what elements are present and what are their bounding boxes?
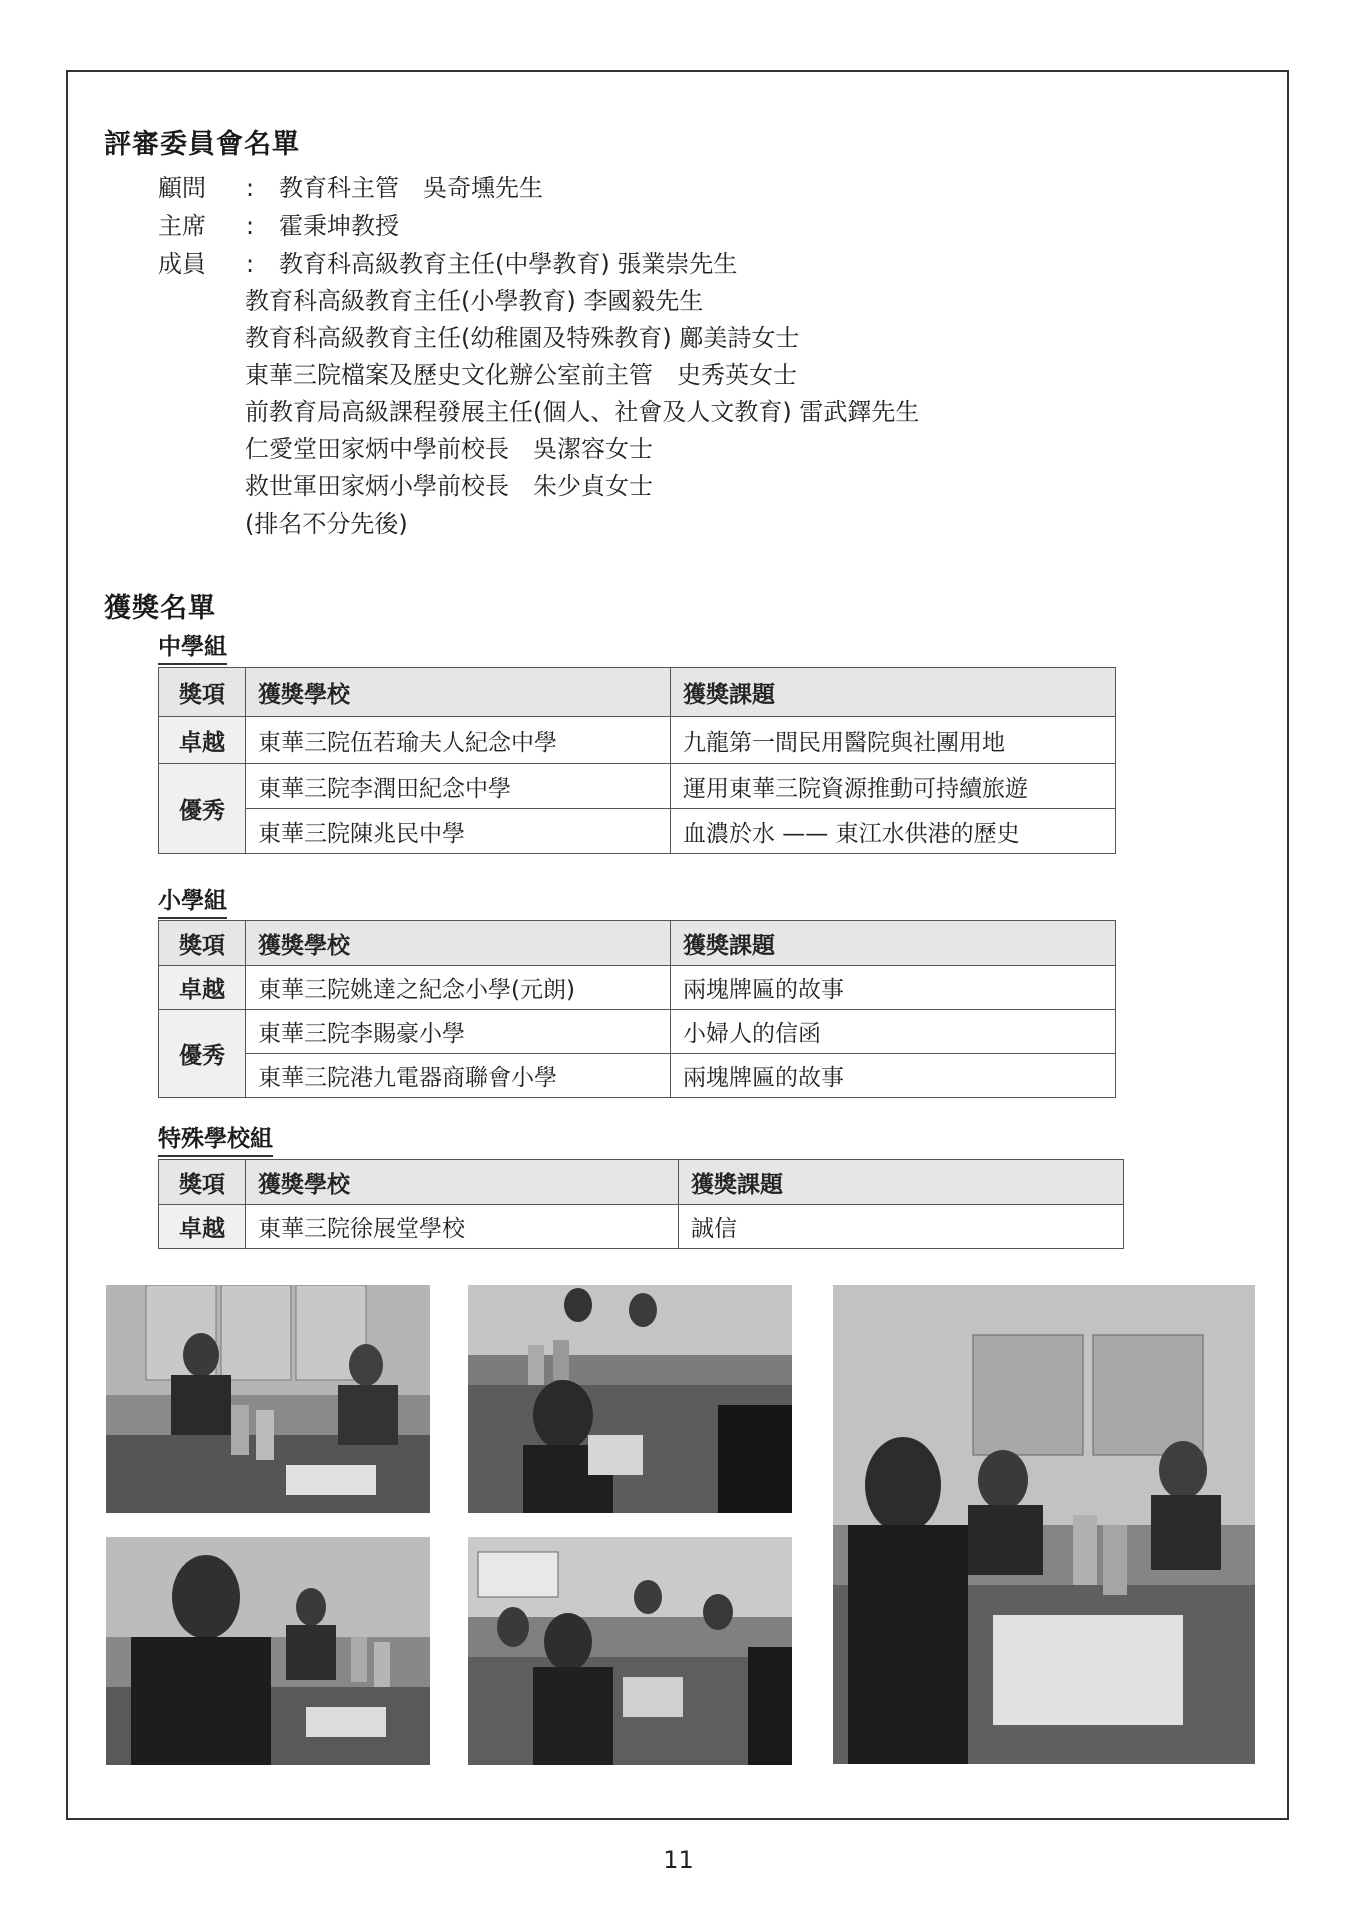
table-header-row	[159, 921, 1116, 966]
topic-cell: 九龍第一間民用醫院與社團用地	[671, 717, 1116, 764]
col-topic-header: 獲獎課題	[679, 1160, 1124, 1205]
topic-cell: 血濃於水 —— 東江水供港的歷史	[671, 809, 1116, 854]
table-row	[159, 717, 1116, 764]
member-item: 救世軍田家炳小學前校長 朱少貞女士	[245, 472, 653, 500]
rank-cell: 優秀	[159, 1010, 246, 1098]
col-topic-header: 獲獎課題	[671, 668, 1116, 717]
chair-role: 主席	[158, 212, 206, 240]
advisor-role: 顧問	[158, 174, 206, 202]
members-line: 成員 : 教育科高級教育主任(中學教育) 張業崇先生	[158, 244, 737, 279]
table-row	[159, 966, 1116, 1010]
primary-group-title: 小學組	[158, 882, 227, 919]
school-cell: 東華三院伍若瑜夫人紀念中學	[246, 717, 671, 764]
table-header-row	[159, 668, 1116, 717]
col-rank-header: 獎項	[159, 668, 246, 717]
topic-cell: 兩塊牌匾的故事	[671, 966, 1116, 1010]
col-school-header: 獲獎學校	[246, 1160, 679, 1205]
topic-cell: 誠信	[679, 1205, 1124, 1249]
chair-name: 霍秉坤教授	[279, 212, 399, 240]
meeting-photo	[468, 1537, 792, 1765]
table-row	[159, 809, 1116, 854]
chair-line: 主席 : 霍秉坤教授	[158, 206, 399, 241]
topic-cell: 小婦人的信函	[671, 1010, 1116, 1054]
school-cell: 東華三院陳兆民中學	[246, 809, 671, 854]
member-item: 東華三院檔案及歷史文化辦公室前主管 史秀英女士	[245, 361, 797, 389]
special-awards-table	[158, 1159, 1124, 1249]
secondary-awards-table	[158, 667, 1116, 854]
special-group-title: 特殊學校組	[158, 1120, 273, 1157]
school-cell: 東華三院姚達之紀念小學(元朗)	[246, 966, 671, 1010]
committee-heading: 評審委員會名單	[104, 129, 300, 160]
page-number: 11	[663, 1846, 694, 1874]
table-row	[159, 1010, 1116, 1054]
school-cell: 東華三院徐展堂學校	[246, 1205, 679, 1249]
col-topic-header: 獲獎課題	[671, 921, 1116, 966]
school-cell: 東華三院港九電器商聯會小學	[246, 1054, 671, 1098]
topic-cell: 兩塊牌匾的故事	[671, 1054, 1116, 1098]
table-row	[159, 1054, 1116, 1098]
meeting-photo	[106, 1285, 430, 1513]
school-cell: 東華三院李賜豪小學	[246, 1010, 671, 1054]
awards-heading: 獲獎名單	[104, 593, 216, 624]
primary-awards-table	[158, 920, 1116, 1098]
members-role: 成員	[158, 250, 206, 278]
meeting-photo	[833, 1285, 1255, 1764]
member-item: 教育科高級教育主任(中學教育) 張業崇先生	[279, 250, 738, 278]
col-rank-header: 獎項	[159, 1160, 246, 1205]
rank-cell: 卓越	[159, 966, 246, 1010]
table-row	[159, 764, 1116, 809]
advisor-name: 教育科主管 吳奇壎先生	[279, 174, 543, 202]
table-header-row	[159, 1160, 1124, 1205]
member-item: 教育科高級教育主任(幼稚園及特殊教育) 鄺美詩女士	[245, 324, 800, 352]
col-school-header: 獲獎學校	[246, 668, 671, 717]
committee-note: (排名不分先後)	[245, 510, 408, 538]
rank-cell: 優秀	[159, 764, 246, 854]
table-row	[159, 1205, 1124, 1249]
col-school-header: 獲獎學校	[246, 921, 671, 966]
school-cell: 東華三院李潤田紀念中學	[246, 764, 671, 809]
advisor-line: 顧問 : 教育科主管 吳奇壎先生	[158, 168, 543, 203]
meeting-photo	[468, 1285, 792, 1513]
member-item: 仁愛堂田家炳中學前校長 吳潔容女士	[245, 435, 653, 463]
member-item: 教育科高級教育主任(小學教育) 李國毅先生	[245, 287, 704, 315]
col-rank-header: 獎項	[159, 921, 246, 966]
rank-cell: 卓越	[159, 1205, 246, 1249]
member-item: 前教育局高級課程發展主任(個人、社會及人文教育) 雷武鐸先生	[245, 398, 920, 426]
meeting-photo	[106, 1537, 430, 1765]
topic-cell: 運用東華三院資源推動可持續旅遊	[671, 764, 1116, 809]
rank-cell: 卓越	[159, 717, 246, 764]
secondary-group-title: 中學組	[158, 628, 227, 665]
